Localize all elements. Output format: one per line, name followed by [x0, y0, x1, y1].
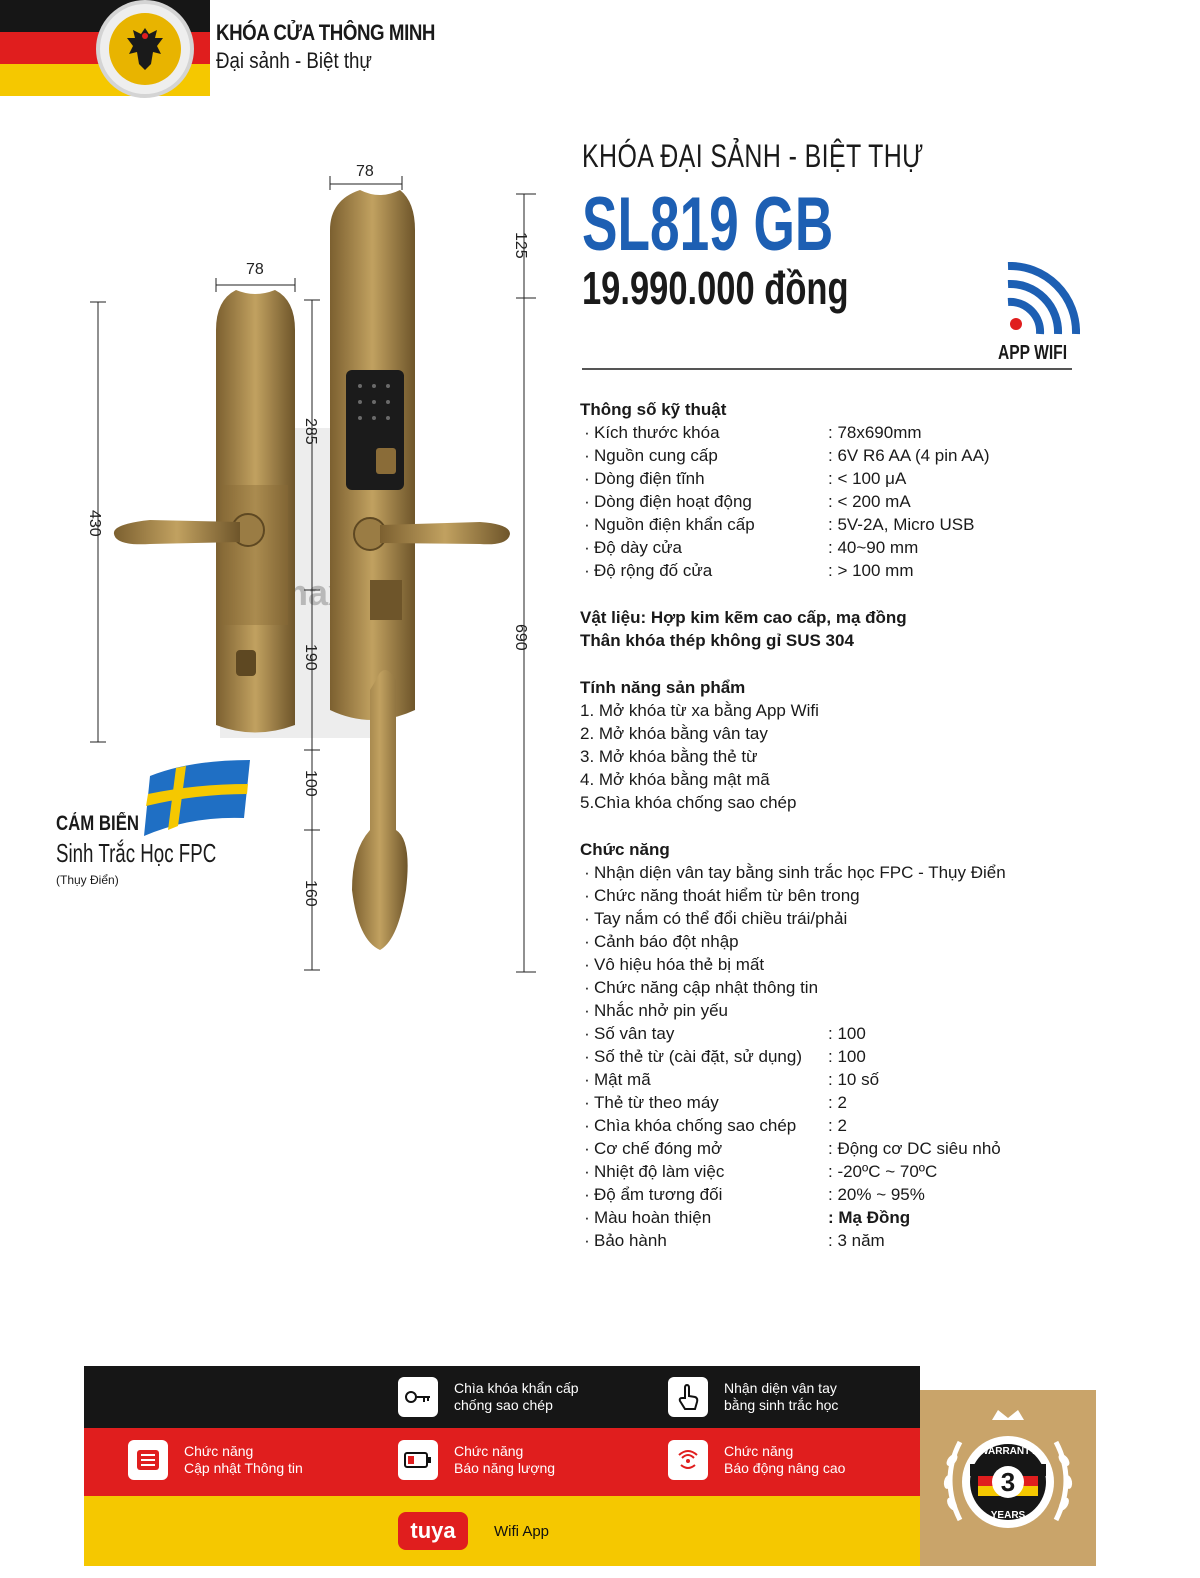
warranty-top: WARRANTY [979, 1446, 1037, 1457]
tuya-logo: tuya [398, 1512, 468, 1550]
material-line-2: Thân khóa thép không gỉ SUS 304 [580, 631, 854, 650]
function-row [580, 1068, 1180, 1091]
app-wifi-label: APP WIFI [998, 342, 1068, 364]
row-value: : 40~90 mm [828, 538, 919, 557]
dim-total-height: 690 [512, 624, 529, 651]
function-row [580, 1022, 1180, 1045]
row-label: · Nguồn cung cấp [580, 444, 828, 467]
row-value [1006, 861, 1180, 884]
spec-row [580, 559, 1180, 582]
row-label: · Thẻ từ theo máy [580, 1091, 828, 1114]
spec-row [580, 444, 1180, 467]
battery-icon [398, 1440, 438, 1480]
feature-fingerprint-line2: bằng sinh trắc học [724, 1397, 839, 1413]
header-subtitle: Đại sảnh - Biệt thự [216, 48, 372, 73]
row-value [818, 976, 1180, 999]
feature-fingerprint [668, 1377, 838, 1417]
row-value: : < 200 mA [828, 492, 911, 511]
list-icon [128, 1440, 168, 1480]
row-label: · Nhiệt độ làm việc [580, 1160, 828, 1183]
touch-icon [668, 1377, 708, 1417]
row-label: · Chức năng cập nhật thông tin [580, 976, 818, 999]
row-value: : 5V-2A, Micro USB [828, 515, 975, 534]
row-value: : 10 số [828, 1070, 880, 1089]
dim-mid-zone: 190 [302, 644, 319, 671]
row-label: · Nhận diện vân tay bằng sinh trắc học FPC - Thụy Điển [580, 861, 1006, 884]
dim-bottom-zone: 160 [302, 880, 319, 907]
feature-alarm-line2: Báo động nâng cao [724, 1460, 846, 1476]
feature-band [84, 1366, 920, 1566]
feature-battery-line2: Báo năng lượng [454, 1460, 556, 1476]
row-label: · Bảo hành [580, 1229, 828, 1252]
row-label: · Độ rộng đố cửa [580, 559, 828, 582]
row-value [739, 930, 1180, 953]
feature-emergency-key-line2: chống sao chép [454, 1397, 553, 1413]
features-heading: Tính năng sản phẩm [580, 678, 746, 697]
row-value: : < 100 μA [828, 469, 907, 488]
row-label: · Độ dày cửa [580, 536, 828, 559]
fingerprint-sensor-icon [376, 448, 396, 474]
header-title: KHÓA CỬA THÔNG MINH [216, 20, 436, 45]
price: 19.990.000 đồng [582, 262, 849, 314]
row-value [764, 953, 1180, 976]
row-label: · Vô hiệu hóa thẻ bị mất [580, 953, 764, 976]
left-key-cylinder [236, 650, 256, 676]
row-value: : 78x690mm [828, 423, 922, 442]
row-label: · Tay nắm có thể đổi chiều trái/phải [580, 907, 847, 930]
warranty-badge [920, 1390, 1096, 1566]
spec-row [580, 513, 1180, 536]
function-row [580, 1137, 1180, 1160]
model-name: SL819 GB [582, 182, 834, 267]
row-value: : 6V R6 AA (4 pin AA) [828, 446, 990, 465]
tuya-label: Wifi App [494, 1522, 550, 1540]
right-handle [380, 522, 510, 544]
function-row [580, 861, 1180, 884]
feature-item: 3. Mở khóa bằng thẻ từ [580, 747, 758, 766]
function-row [580, 1206, 1180, 1229]
spec-row [580, 467, 1180, 490]
function-row [580, 907, 1180, 930]
feature-emergency-key-line1: Chìa khóa khẩn cấp [454, 1380, 579, 1396]
sensor-line-2: Sinh Trắc Học FPC [56, 838, 217, 868]
function-row [580, 884, 1180, 907]
row-value: : 100 [828, 1047, 866, 1066]
function-row [580, 999, 1180, 1022]
title-divider [582, 368, 1072, 370]
row-value [847, 907, 1180, 930]
eagle-emblem-icon [96, 0, 194, 98]
row-label: · Dòng điện tĩnh [580, 467, 828, 490]
spec-row [580, 421, 1180, 444]
row-label: · Chìa khóa chống sao chép [580, 1114, 828, 1137]
feature-tuya [398, 1512, 549, 1550]
row-label: · Chức năng thoát hiểm từ bên trong [580, 884, 860, 907]
warranty-bottom: YEARS [990, 1510, 1026, 1521]
feature-alarm [668, 1440, 845, 1480]
function-row [580, 1114, 1180, 1137]
dim-top-cap: 125 [512, 232, 529, 259]
sensor-line-3: (Thụy Điển) [56, 873, 119, 887]
row-value [860, 884, 1180, 907]
feature-emergency-key [398, 1377, 579, 1417]
function-row [580, 1045, 1180, 1068]
feature-item: 5.Chìa khóa chống sao chép [580, 793, 797, 812]
feature-battery-line1: Chức năng [454, 1443, 524, 1459]
function-row [580, 1183, 1180, 1206]
row-value: : 2 [828, 1093, 847, 1112]
feature-update-info [128, 1440, 303, 1480]
feature-item: 4. Mở khóa bằng mật mã [580, 770, 770, 789]
dim-left-height: 430 [86, 510, 103, 537]
feature-update-info-line1: Chức năng [184, 1443, 254, 1459]
warranty-number: 3 [1000, 1467, 1016, 1497]
row-value: : 2 [828, 1116, 847, 1135]
category-title: KHÓA ĐẠI SẢNH - BIỆT THỰ [582, 138, 924, 174]
specs-heading: Thông số kỹ thuật [580, 400, 727, 419]
left-handle [114, 520, 240, 544]
row-value: : > 100 mm [828, 561, 914, 580]
row-label: · Số vân tay [580, 1022, 828, 1045]
row-label: · Mật mã [580, 1068, 828, 1091]
dim-keypad-zone: 285 [302, 418, 319, 445]
row-value: : Mạ Đồng [828, 1208, 911, 1227]
feature-item: 1. Mở khóa từ xa bằng App Wifi [580, 701, 819, 720]
row-value: : Động cơ DC siêu nhỏ [828, 1139, 1001, 1158]
feature-fingerprint-line1: Nhận diện vân tay [724, 1380, 837, 1396]
row-label: · Kích thước khóa [580, 421, 828, 444]
function-row [580, 976, 1180, 999]
sensor-line-1: CẢM BIẾN [56, 812, 140, 835]
function-row [580, 930, 1180, 953]
functions-heading: Chức năng [580, 840, 670, 859]
row-label: · Nguồn điện khẩn cấp [580, 513, 828, 536]
key-icon [398, 1377, 438, 1417]
row-label: · Màu hoàn thiện [580, 1206, 828, 1229]
row-label: · Số thẻ từ (cài đặt, sử dụng) [580, 1045, 828, 1068]
row-value: : 20% ~ 95% [828, 1185, 925, 1204]
function-row [580, 953, 1180, 976]
function-row [580, 1091, 1180, 1114]
function-row [580, 1160, 1180, 1183]
row-value: : -20ºC ~ 70ºC [828, 1162, 938, 1181]
feature-battery [398, 1440, 555, 1480]
dim-left-width: 78 [246, 261, 264, 278]
row-label: · Độ ẩm tương đối [580, 1183, 828, 1206]
material-line-1: Vật liệu: Hợp kim kẽm cao cấp, mạ đồng [580, 608, 907, 627]
row-value [728, 999, 1180, 1022]
wifi-icon [1000, 262, 1080, 342]
feature-alarm-line1: Chức năng [724, 1443, 794, 1459]
row-value: : 3 năm [828, 1231, 885, 1250]
row-label: · Cảnh báo đột nhập [580, 930, 739, 953]
spec-sheet [580, 398, 1180, 1252]
feature-update-info-line2: Cập nhật Thông tin [184, 1460, 303, 1476]
dim-handle-gap: 100 [302, 770, 319, 797]
card-reader [370, 580, 402, 620]
row-label: · Cơ chế đóng mở [580, 1137, 828, 1160]
spec-row [580, 536, 1180, 559]
alarm-hand-icon [668, 1440, 708, 1480]
feature-item: 2. Mở khóa bằng vân tay [580, 724, 768, 743]
dim-right-width: 78 [356, 163, 374, 180]
row-value: : 100 [828, 1024, 866, 1043]
row-label: · Nhắc nhở pin yếu [580, 999, 728, 1022]
spec-row [580, 490, 1180, 513]
row-label: · Dòng điện hoạt động [580, 490, 828, 513]
function-row [580, 1229, 1180, 1252]
